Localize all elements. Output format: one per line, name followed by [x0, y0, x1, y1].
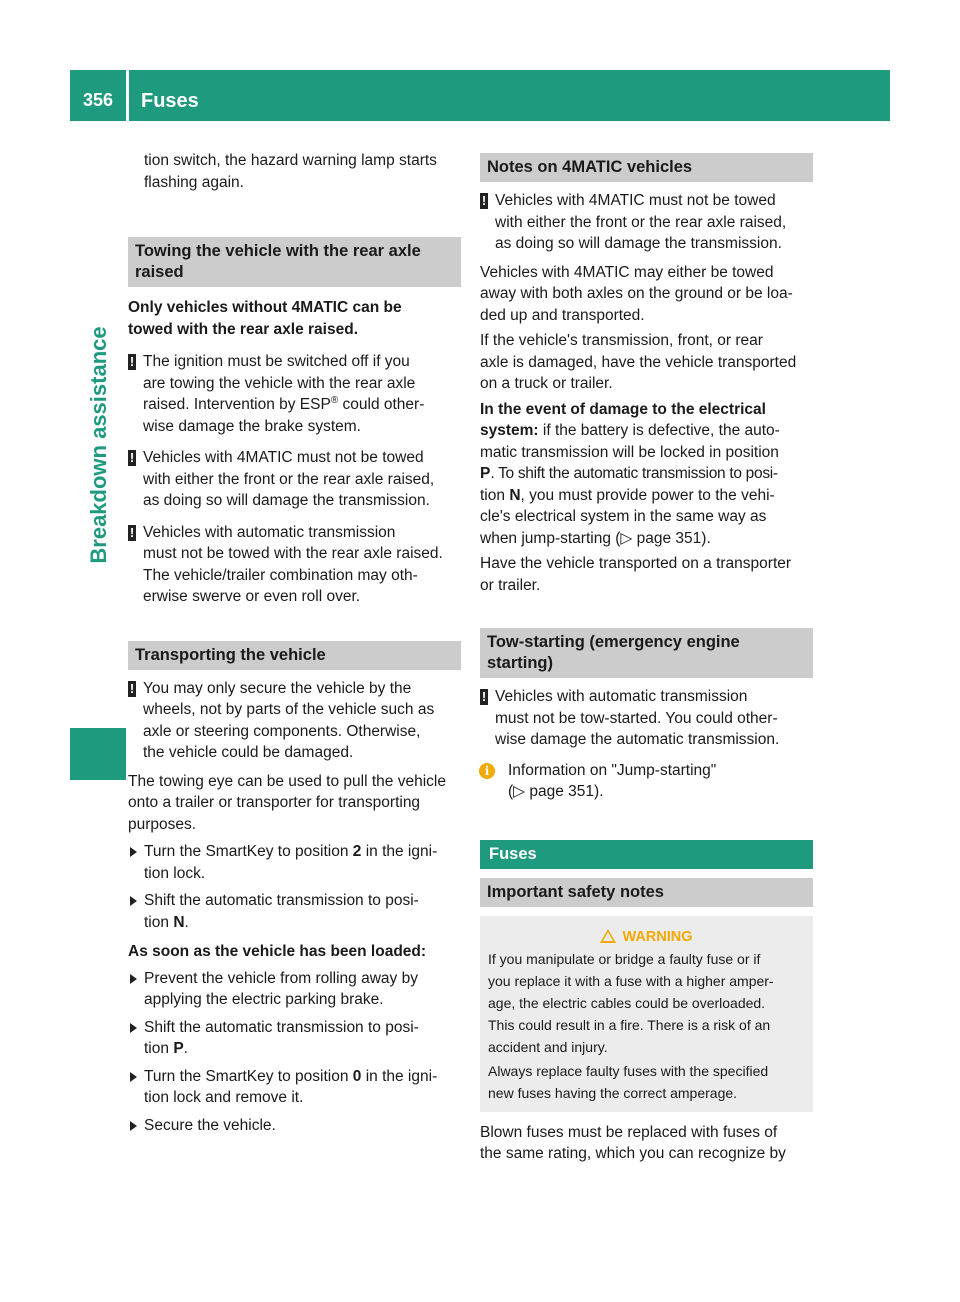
exclamation-icon: !: [129, 450, 135, 465]
paragraph: Have the vehicle transported on a transporter or trailer.: [480, 555, 792, 594]
arrow-right-icon: [130, 1121, 137, 1131]
step-item: Prevent the vehicle from rolling away by applying the electric parking brake.: [128, 968, 461, 1011]
page-title: Fuses: [141, 90, 199, 112]
exclamation-icon: !: [481, 193, 487, 208]
warning-advice: Always replace faulty fuses with the specified new fuses having the correct amperage.: [488, 1062, 769, 1101]
arrow-right-icon: [130, 974, 137, 984]
step-item: Shift the automatic transmission to posi- tion N.: [128, 890, 461, 933]
towing-eye-paragraph: The towing eye can be used to pull the vehicle onto a trailer or transporter for transporting purposes.: [128, 772, 446, 833]
left-column: [128, 150, 461, 1136]
warning-text: If you manipulate or bridge a faulty fuse or if you replace it with a fuse with a higher amper- age, the electric cables could be overloaded. This could result in a fire. There is a risk of an accident and injury.: [488, 950, 774, 1055]
exclamation-icon: !: [481, 689, 487, 704]
towing-subheading: Only vehicles without 4MATIC can be towed with the rear axle raised.: [128, 299, 402, 338]
section-heading-transporting: Transporting the vehicle: [128, 641, 461, 670]
side-tab: [84, 200, 114, 690]
arrow-right-icon: [130, 1023, 137, 1033]
right-column: [480, 153, 813, 1165]
note-automatic: ! Vehicles with automatic transmission must not be towed with the rear axle raised. The vehicle/trailer combination may oth- erwise swerve or even roll over.: [129, 523, 443, 605]
paragraph: Vehicles with 4MATIC may either be towed away with both axles on the ground or be loa- ded up and transported.: [480, 263, 793, 324]
page-reference-link[interactable]: (▷ page 351).: [508, 783, 604, 800]
note-secure-wheels: ! You may only secure the vehicle by the wheels, not by parts of the vehicle such as axle or steering components. Otherwise, the vehicle could be damaged.: [129, 679, 435, 761]
electrical-damage-paragraph: In the event of damage to the electrical system: if the battery is defective, the auto- matic transmission will be locked in position P. To shift the automatic transmission to posi- tion N, you must provide power to the vehi- cle's electrical system in the same way as when jump-starting (▷ page 351).: [480, 400, 780, 547]
arrow-right-icon: [130, 1072, 137, 1082]
intro-paragraph: tion switch, the hazard warning lamp starts flashing again.: [144, 152, 437, 191]
header-separator: [126, 70, 129, 121]
info-icon: i: [479, 763, 495, 779]
step-item: Secure the vehicle.: [128, 1115, 461, 1137]
step-item: Turn the SmartKey to position 0 in the igni- tion lock and remove it.: [128, 1066, 461, 1109]
exclamation-icon: !: [129, 354, 135, 369]
section-heading-fuses: Fuses: [480, 840, 813, 869]
page-reference-link[interactable]: when jump-starting (▷ page 351).: [480, 529, 711, 547]
exclamation-icon: !: [129, 680, 135, 696]
note-tow-starting: ! Vehicles with automatic transmission must not be tow-started. You could other- wise damage the automatic transmission.: [481, 688, 780, 748]
note-ignition: ! The ignition must be switched off if you are towing the vehicle with the rear axle raised. Intervention by ESP® could other- wise damage the brake system.: [129, 353, 425, 435]
arrow-right-icon: [130, 896, 137, 906]
arrow-right-icon: [130, 847, 137, 857]
blown-fuses-paragraph: Blown fuses must be replaced with fuses of the same rating, which you can recognize by: [480, 1123, 786, 1162]
section-heading-4matic: Notes on 4MATIC vehicles: [480, 153, 813, 182]
side-tab-label: Breakdown assistance: [86, 326, 111, 564]
warning-triangle-icon: [600, 929, 616, 943]
side-tab-marker: [70, 728, 126, 780]
warning-title: WARNING: [488, 926, 805, 948]
warning-box: [480, 916, 813, 1112]
section-heading-tow-starting: Tow-starting (emergency engine starting): [480, 628, 813, 678]
paragraph: If the vehicle's transmission, front, or rear axle is damaged, have the vehicle transported on a truck or trailer.: [480, 332, 797, 392]
page-number: 356: [82, 90, 114, 110]
section-heading-towing: Towing the vehicle with the rear axle raised: [128, 237, 461, 287]
info-jump-starting: i Information on "Jump-starting" (▷ page 351).: [480, 760, 813, 803]
loaded-subheading: As soon as the vehicle has been loaded:: [128, 943, 427, 960]
note-4matic: ! Vehicles with 4MATIC must not be towed with either the front or the rear axle raised, as doing so will damage the transmission.: [129, 449, 435, 509]
step-item: Turn the SmartKey to position 2 in the igni- tion lock.: [128, 841, 461, 884]
step-item: Shift the automatic transmission to posi- tion P.: [128, 1017, 461, 1060]
exclamation-icon: !: [129, 524, 135, 540]
section-heading-safety: Important safety notes: [480, 878, 813, 907]
note-4matic-towing: ! Vehicles with 4MATIC must not be towed with either the front or the rear axle raised, as doing so will damage the transmission.: [481, 192, 787, 252]
